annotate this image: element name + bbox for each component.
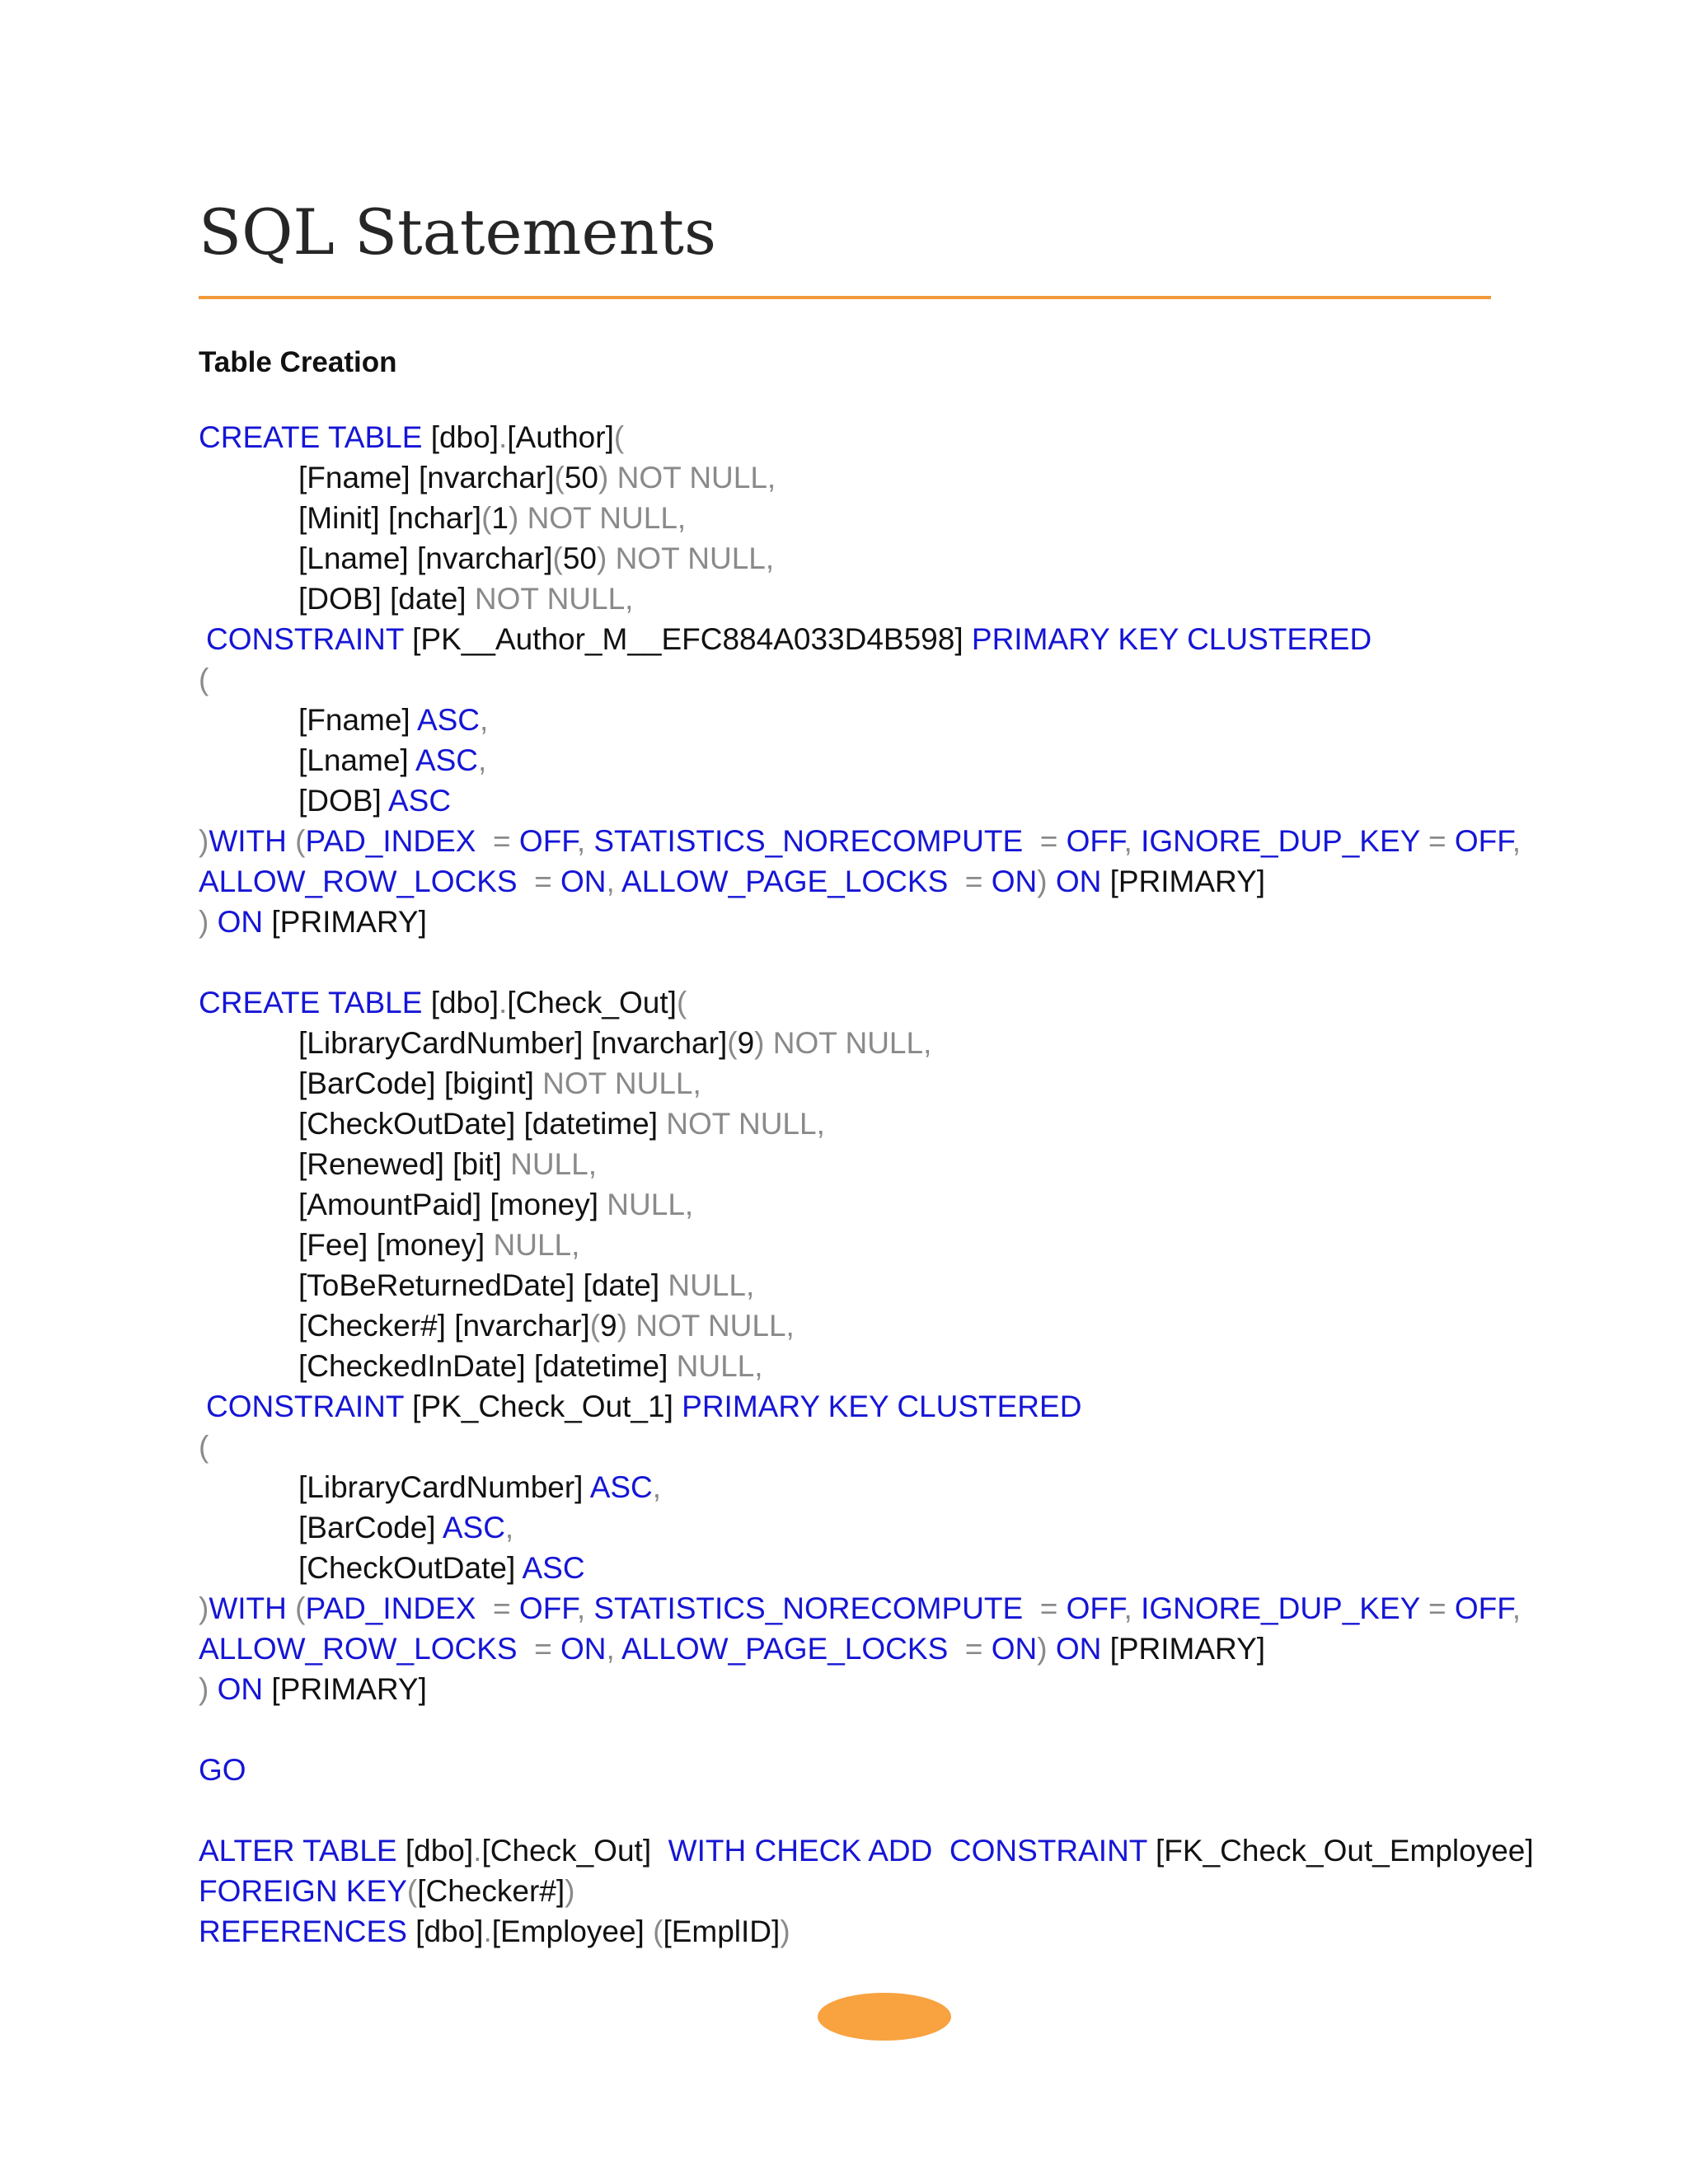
title-underline [199, 296, 1491, 299]
sql-keyword: ASC [416, 703, 481, 737]
sql-punctuation: ( [199, 1430, 209, 1464]
code-line [199, 1750, 1534, 1790]
sql-keyword: WITH [209, 1591, 287, 1625]
sql-keyword: OFF [1454, 824, 1512, 858]
sql-punctuation: ( [554, 461, 565, 494]
sql-punctuation: = [1023, 1591, 1067, 1625]
sql-punctuation: , [1512, 1591, 1522, 1625]
sql-punctuation: ( [199, 663, 209, 696]
code-line [199, 457, 1534, 498]
code-blank-line [199, 942, 1534, 982]
sql-keyword: ALLOW_ROW_LOCKS [199, 1632, 518, 1666]
sql-identifier: [PK__Author_M__EFC884A033D4B598] [403, 622, 972, 656]
code-line [199, 1911, 1534, 1952]
sql-keyword: ON [217, 1672, 264, 1706]
sql-identifier: [DOB] [date] [298, 582, 467, 616]
sql-punctuation: ( [613, 420, 625, 454]
sql-identifier: [dbo] [422, 986, 499, 1019]
sql-punctuation: = [1419, 1591, 1455, 1625]
sql-punctuation: , [1123, 824, 1142, 858]
sql-punctuation: NOT NULL, [657, 1107, 825, 1141]
code-line [199, 1467, 1534, 1507]
sql-identifier: [Author] [507, 420, 614, 454]
sql-punctuation: ) NOT NULL, [596, 541, 775, 575]
code-line [199, 1346, 1534, 1386]
sql-keyword: OFF [1066, 1591, 1124, 1625]
sql-identifier: [LibraryCardNumber] [nvarchar] [298, 1026, 728, 1060]
sql-punctuation: ) [780, 1915, 790, 1948]
sql-punctuation: , [504, 1511, 514, 1544]
sql-punctuation: NULL, [501, 1147, 597, 1181]
sql-punctuation: ( [589, 1309, 601, 1343]
sql-identifier: [Fname] [nvarchar] [298, 461, 555, 494]
sql-identifier: [CheckOutDate] [298, 1551, 523, 1585]
sql-keyword: OFF [518, 1591, 577, 1625]
sql-keyword: IGNORE_DUP_KEY [1141, 1591, 1420, 1625]
page-title: SQL Statements [199, 195, 716, 269]
sql-keyword: OFF [1454, 1591, 1512, 1625]
sql-keyword: ALLOW_PAGE_LOCKS [621, 865, 949, 898]
sql-identifier: [Employee] [491, 1915, 654, 1948]
sql-identifier: [Fee] [money] [298, 1228, 485, 1262]
sql-punctuation: , [606, 865, 622, 898]
sql-keyword: ASC [522, 1551, 585, 1585]
sql-punctuation: , [606, 1632, 622, 1666]
sql-punctuation: ) [1037, 1632, 1056, 1666]
sql-punctuation: = [1419, 824, 1455, 858]
sql-punctuation: , [478, 743, 487, 777]
sql-identifier: [BarCode] [bigint] [298, 1066, 534, 1100]
sql-keyword: CONSTRAINT [206, 1390, 404, 1423]
sql-punctuation: , [480, 703, 489, 737]
sql-keyword: CREATE TABLE [199, 420, 423, 454]
sql-identifier: [Check_Out] [507, 986, 677, 1019]
code-line [199, 740, 1534, 780]
sql-punctuation: . [473, 1834, 482, 1868]
sql-keyword: ALTER TABLE [199, 1834, 397, 1868]
sql-keyword: STATISTICS_NORECOMPUTE [593, 1591, 1024, 1625]
sql-punctuation: ) NOT NULL, [754, 1026, 932, 1060]
sql-identifier: 50 [564, 461, 598, 494]
code-line [199, 1871, 1534, 1911]
sql-punctuation: ( [481, 501, 492, 535]
sql-keyword: ASC [415, 743, 479, 777]
code-line [199, 1629, 1534, 1669]
code-line [199, 1225, 1534, 1265]
code-line [199, 1063, 1534, 1104]
code-line [199, 1305, 1534, 1346]
sql-punctuation: ( [552, 541, 563, 575]
sql-keyword: ON [217, 905, 264, 939]
code-line [199, 1427, 1534, 1467]
sql-keyword: ASC [442, 1511, 505, 1544]
sql-identifier: [AmountPaid] [money] [298, 1188, 599, 1221]
sql-keyword: ON [1055, 1632, 1102, 1666]
sql-punctuation: ) [199, 824, 209, 858]
code-line [199, 417, 1534, 457]
code-blank-line [199, 1709, 1534, 1750]
sql-punctuation: ) NOT NULL, [598, 461, 776, 494]
sql-identifier: [Checker#] [417, 1874, 565, 1908]
sql-punctuation: , [576, 824, 594, 858]
sql-identifier: [CheckedInDate] [datetime] [298, 1349, 668, 1383]
sql-identifier: 1 [491, 501, 509, 535]
code-line [199, 1184, 1534, 1225]
sql-keyword: IGNORE_DUP_KEY [1141, 824, 1420, 858]
sql-identifier: [dbo] [406, 1915, 484, 1948]
sql-identifier: [Check_Out] [481, 1834, 668, 1868]
sql-identifier: [Renewed] [bit] [298, 1147, 502, 1181]
code-line [199, 1507, 1534, 1548]
sql-punctuation: = [476, 824, 519, 858]
code-line [199, 538, 1534, 579]
sql-punctuation: , [576, 1591, 594, 1625]
code-line [199, 982, 1534, 1023]
sql-punctuation: = [476, 1591, 519, 1625]
sql-punctuation: = [517, 865, 561, 898]
code-line [199, 1548, 1534, 1588]
sql-punctuation: NOT NULL, [466, 582, 634, 616]
code-line [199, 780, 1534, 821]
sql-identifier: [dbo] [422, 420, 499, 454]
sql-punctuation: NULL, [598, 1188, 694, 1221]
sql-identifier: [CheckOutDate] [datetime] [298, 1107, 658, 1141]
sql-identifier: [Lname] [nvarchar] [298, 541, 553, 575]
sql-punctuation: ) NOT NULL, [508, 501, 687, 535]
code-line [199, 821, 1534, 861]
sql-punctuation: ) [565, 1874, 575, 1908]
code-line [199, 1830, 1534, 1871]
sql-keyword: ON [991, 865, 1038, 898]
section-heading: Table Creation [199, 346, 397, 378]
sql-code-block [199, 417, 1534, 1952]
code-line [199, 1669, 1534, 1709]
sql-punctuation: ( [286, 824, 306, 858]
code-line [199, 902, 1534, 942]
sql-keyword: REFERENCES [199, 1915, 407, 1948]
sql-keyword: CREATE TABLE [199, 986, 423, 1019]
sql-keyword: ON [560, 1632, 607, 1666]
page-number-marker [818, 1993, 951, 2041]
code-line [199, 659, 1534, 700]
sql-keyword: PAD_INDEX [305, 1591, 476, 1625]
sql-keyword: PRIMARY KEY CLUSTERED [971, 622, 1372, 656]
sql-punctuation: . [499, 986, 508, 1019]
sql-punctuation: ( [653, 1915, 663, 1948]
sql-keyword: OFF [518, 824, 577, 858]
code-line [199, 700, 1534, 740]
sql-identifier: [Minit] [nchar] [298, 501, 482, 535]
sql-keyword: WITH CHECK ADD CONSTRAINT [668, 1834, 1147, 1868]
sql-keyword: GO [199, 1753, 246, 1787]
sql-punctuation: ) [199, 1672, 218, 1706]
sql-keyword: PAD_INDEX [305, 824, 476, 858]
sql-identifier: [PK_Check_Out_1] [403, 1390, 682, 1423]
sql-identifier: 9 [737, 1026, 755, 1060]
sql-keyword: OFF [1066, 824, 1124, 858]
sql-punctuation: , [652, 1470, 662, 1504]
sql-identifier: 9 [600, 1309, 617, 1343]
sql-identifier: 50 [562, 541, 597, 575]
code-blank-line [199, 1790, 1534, 1830]
sql-keyword: ASC [387, 784, 452, 818]
code-line [199, 1265, 1534, 1305]
code-line [199, 861, 1534, 902]
sql-keyword: ON [991, 1632, 1038, 1666]
code-line [199, 498, 1534, 538]
sql-punctuation: NULL, [485, 1228, 580, 1262]
sql-identifier: [Lname] [298, 743, 415, 777]
sql-identifier: [dbo] [396, 1834, 474, 1868]
sql-identifier: [FK_Check_Out_Employee] [1146, 1834, 1534, 1868]
sql-identifier: [LibraryCardNumber] [298, 1470, 590, 1504]
code-line [199, 619, 1534, 659]
sql-keyword: FOREIGN KEY [199, 1874, 407, 1908]
code-line [199, 1144, 1534, 1184]
sql-punctuation: ) [199, 905, 218, 939]
sql-keyword: PRIMARY KEY CLUSTERED [682, 1390, 1082, 1423]
sql-keyword: ASC [589, 1470, 653, 1504]
sql-identifier: [PRIMARY] [1101, 1632, 1266, 1666]
sql-punctuation: ) [199, 1591, 209, 1625]
sql-punctuation: , [1512, 824, 1522, 858]
sql-identifier: [BarCode] [298, 1511, 443, 1544]
sql-identifier: [PRIMARY] [1101, 865, 1266, 898]
sql-identifier: [DOB] [298, 784, 388, 818]
sql-keyword: CONSTRAINT [206, 622, 404, 656]
sql-identifier: [Checker#] [nvarchar] [298, 1309, 590, 1343]
sql-identifier: [PRIMARY] [263, 1672, 427, 1706]
sql-punctuation: ) NOT NULL, [617, 1309, 795, 1343]
sql-identifier: [EmplID] [663, 1915, 781, 1948]
sql-keyword: STATISTICS_NORECOMPUTE [593, 824, 1024, 858]
sql-keyword: ALLOW_ROW_LOCKS [199, 865, 518, 898]
sql-punctuation: = [1023, 824, 1067, 858]
sql-keyword: ALLOW_PAGE_LOCKS [621, 1632, 949, 1666]
sql-punctuation: = [948, 865, 992, 898]
code-line [199, 1386, 1534, 1427]
code-line [199, 1588, 1534, 1629]
code-line [199, 1104, 1534, 1144]
sql-identifier: [ToBeReturnedDate] [date] [298, 1268, 660, 1302]
sql-keyword: ON [1055, 865, 1102, 898]
sql-punctuation: . [499, 420, 508, 454]
sql-punctuation: ( [286, 1591, 306, 1625]
sql-punctuation: ( [676, 986, 687, 1019]
sql-punctuation: NULL, [659, 1268, 755, 1302]
sql-identifier: [Fname] [298, 703, 417, 737]
code-line [199, 1023, 1534, 1063]
sql-punctuation: = [948, 1632, 992, 1666]
sql-keyword: WITH [209, 824, 287, 858]
sql-punctuation: NOT NULL, [533, 1066, 701, 1100]
sql-punctuation: ( [727, 1026, 738, 1060]
sql-keyword: ON [560, 865, 607, 898]
code-line [199, 579, 1534, 619]
sql-punctuation: ( [406, 1874, 418, 1908]
sql-punctuation: NULL, [668, 1349, 763, 1383]
sql-punctuation: = [517, 1632, 561, 1666]
sql-identifier: [PRIMARY] [263, 905, 427, 939]
sql-punctuation: . [483, 1915, 492, 1948]
sql-punctuation: ) [1037, 865, 1056, 898]
sql-punctuation: , [1123, 1591, 1142, 1625]
